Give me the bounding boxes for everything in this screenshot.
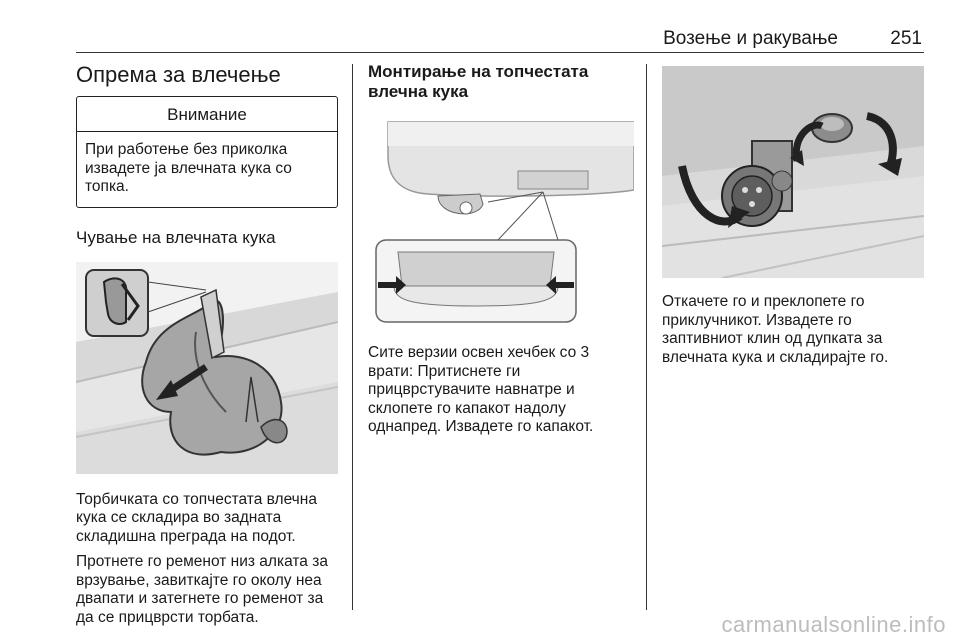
warning-box: [76, 96, 338, 208]
section-heading: Монтирање на топчестата влечна кука: [368, 62, 589, 101]
socket-illustration: [662, 66, 924, 278]
body-paragraph: Откачете го и преклопете го приклучникот. Извадете го заптивниот клин од дупката за влечната кука и складирајте го.: [662, 293, 889, 366]
watermark: carmanualsonline.info: [721, 612, 946, 637]
page-header: [76, 28, 924, 53]
body-paragraph: Торбичката со топчестата влечна кука се складира во задната складишна преграда на подот.: [76, 490, 317, 545]
storage-heading: Чување на влечната кука: [76, 227, 276, 247]
column-divider: [352, 64, 353, 610]
column-middle: [368, 62, 634, 437]
bumper-cover-illustration: [368, 116, 634, 328]
body-paragraph: Протнете го ременот низ алката за врзување, завиткајте го околу неа двапати и затегнете го ременот за да се прицврсти торбата.: [76, 553, 328, 626]
storage-bag-illustration: [76, 262, 338, 474]
column-left: [76, 62, 338, 627]
page-number: 251: [890, 28, 922, 49]
column-divider: [646, 64, 647, 610]
warning-text: При работење без приколка извадете ја влечната кука со топка.: [85, 141, 292, 195]
column-right: [662, 62, 924, 367]
section-title: Возење и ракување: [663, 28, 838, 49]
body-paragraph: Сите верзии освен хечбек со 3 врати: Притиснете ги прицврстувачите навнатре и склопете го капакот надолу однапред. Извадете го капакот.: [368, 344, 594, 435]
warning-title: Внимание: [77, 97, 337, 132]
chapter-title: Опрема за влечење: [76, 62, 281, 87]
